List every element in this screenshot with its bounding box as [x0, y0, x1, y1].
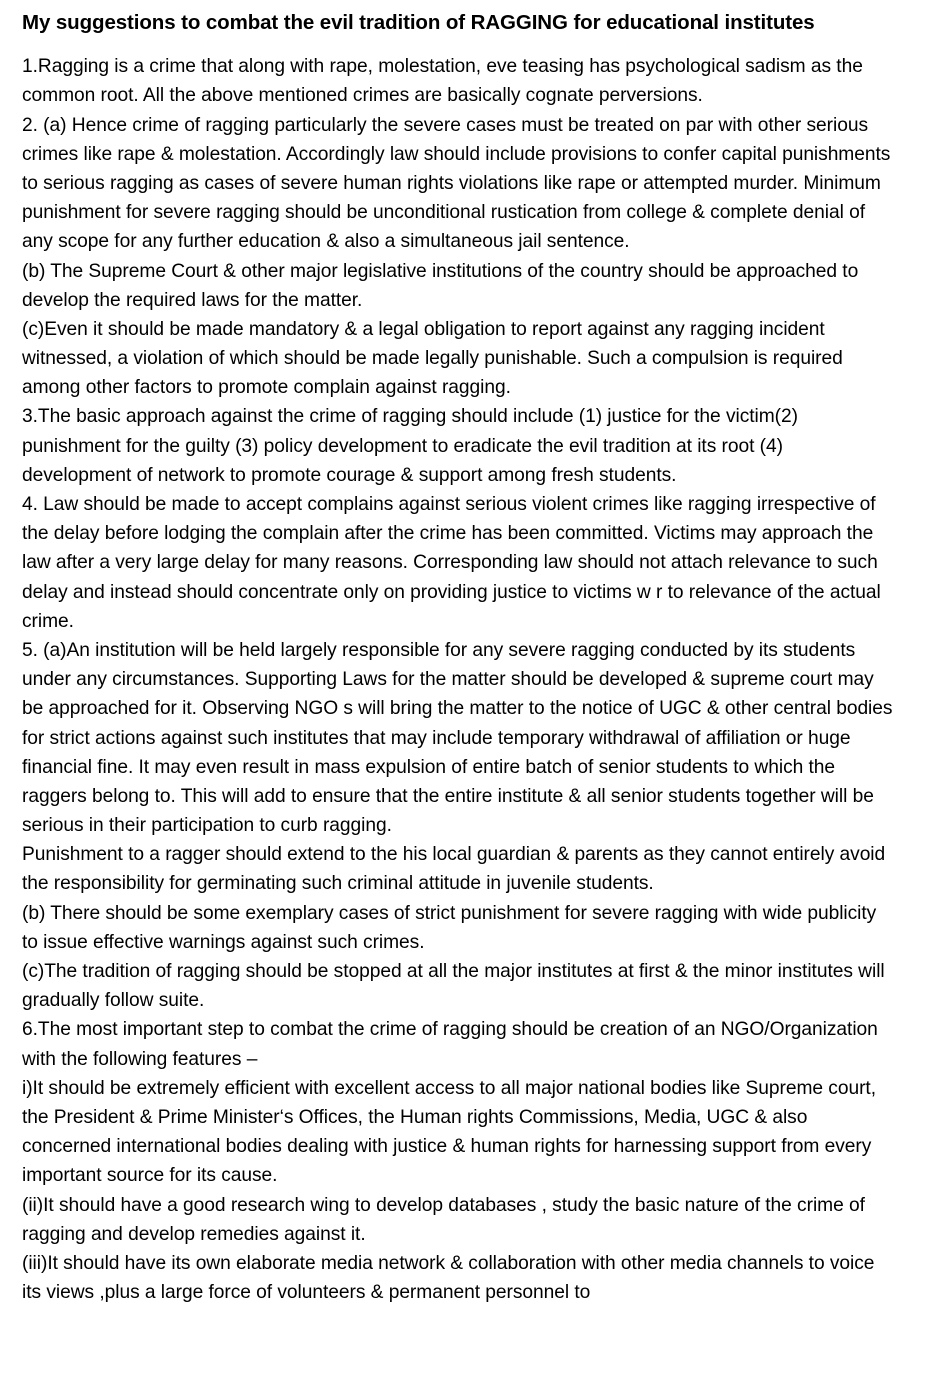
document-body: [22, 52, 896, 1307]
paragraph: (iii)It should have its own elaborate media network & collaboration with other media channels to voice its views ,plus a large force of volunteers & permanent personnel to: [22, 1252, 875, 1304]
paragraph: 6.The most important step to combat the crime of ragging should be creation of an NGO/Organization with the following features –: [22, 1019, 878, 1070]
paragraph: (c)The tradition of ragging should be stopped at all the major institutes at first & the minor institutes will gradually follow suite.: [22, 961, 885, 1012]
paragraph: 1.Ragging is a crime that along with rape, molestation, eve teasing has psychological sadism as the common root. All the above mentioned crimes are basically cognate perversions.: [22, 56, 863, 107]
paragraph: 5. (a)An institution will be held largely responsible for any severe ragging conducted by its students under any circumstances. Supporting Laws for the matter should be developed & supreme court may be approached for it. Observing NGO s will bring the matter to the notice of UGC & other central bodies for strict actions against such institutes that may include temporary withdrawal of affiliation or huge financial fine. It may even result in mass expulsion of entire batch of senior students to which the raggers belong to. This will add to ensure that the entire institute & all senior students together will be serious in their participation to curb ragging.: [22, 639, 893, 837]
paragraph: Punishment to a ragger should extend to the his local guardian & parents as they cannot entirely avoid the responsibility for germinating such criminal attitude in juvenile students.: [22, 844, 886, 895]
paragraph: 4. Law should be made to accept complains against serious violent crimes like ragging irrespective of the delay before lodging the complain after the crime has been committed. Victims may approach the law after a very large delay for many reasons. Corresponding law should not attach relevance to such delay and instead should concentrate only on providing justice to victims w r to relevance of the actual crime.: [22, 494, 881, 632]
paragraph: (b) There should be some exemplary cases of strict punishment for severe ragging with wide publicity to issue effective warnings against such crimes.: [22, 902, 877, 953]
paragraph: (ii)It should have a good research wing to develop databases , study the basic nature of the crime of ragging and develop remedies against it.: [22, 1194, 865, 1245]
page-title: My suggestions to combat the evil tradition of RAGGING for educational institutes: [22, 11, 815, 34]
paragraph: (b) The Supreme Court & other major legislative institutions of the country should be approached to develop the required laws for the matter.: [22, 260, 859, 311]
paragraph: (c)Even it should be made mandatory & a legal obligation to report against any ragging incident witnessed, a violation of which should be made legally punishable. Such a compulsion is required among other factors to promote complain against ragging.: [22, 318, 843, 399]
paragraph: i)It should be extremely efficient with excellent access to all major national bodies like Supreme court, the President & Prime Minister‘s Offices, the Human rights Commissions, Media, UGC & also concerned international bodies dealing with justice & human rights for harnessing support from every important source for its cause.: [22, 1077, 876, 1187]
paragraph: 3.The basic approach against the crime of ragging should include (1) justice for the victim(2) punishment for the guilty (3) policy development to eradicate the evil tradition at its root (4) development of network to promote courage & support among fresh students.: [22, 406, 798, 486]
paragraph: 2. (a) Hence crime of ragging particularly the severe cases must be treated on par with other serious crimes like rape & molestation. Accordingly law should include provisions to confer capital punishments to serious ragging as cases of severe human rights violations like rape or attempted murder. Minimum punishment for severe ragging should be unconditional rustication from college & complete denial of any scope for any further education & also a simultaneous jail sentence.: [22, 114, 891, 253]
